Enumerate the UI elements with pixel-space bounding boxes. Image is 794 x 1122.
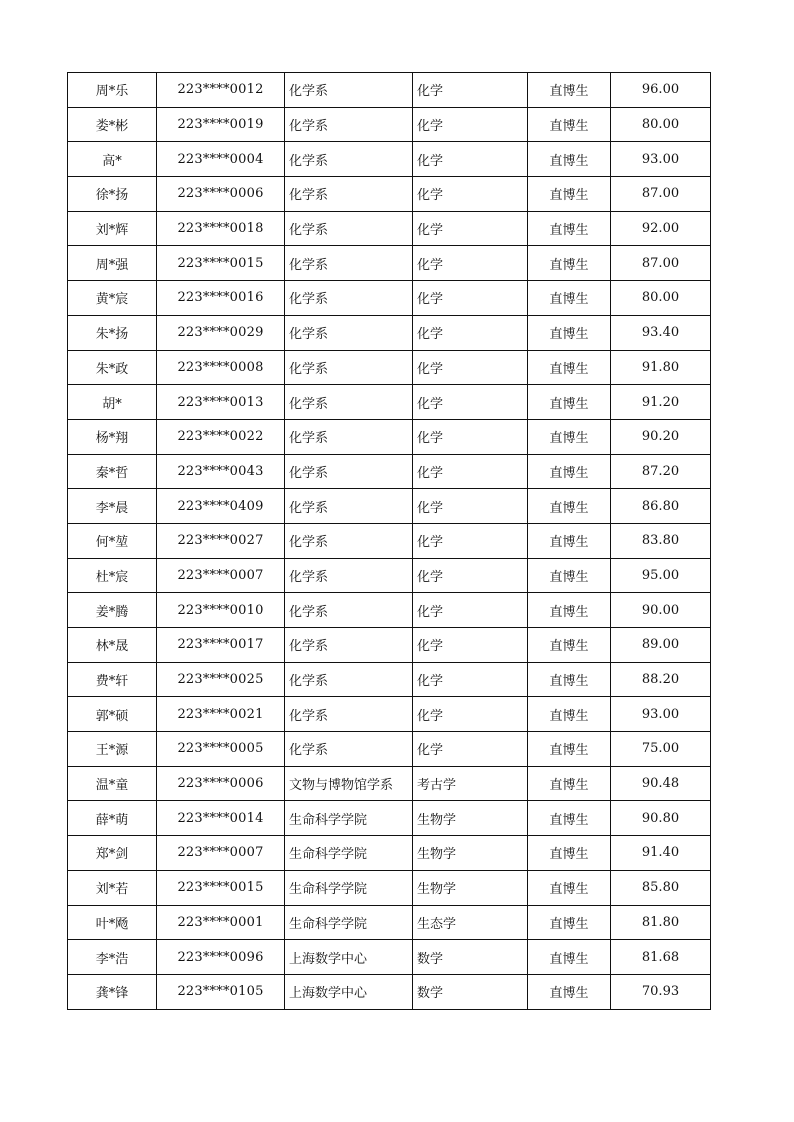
score-cell: 93.40: [611, 315, 711, 350]
student-name-cell: 李*晨: [68, 489, 157, 524]
table-row: [68, 940, 711, 975]
table-row: [68, 697, 711, 732]
admission-type-cell: 直博生: [528, 558, 611, 593]
score-cell: 91.20: [611, 385, 711, 420]
score-cell: 89.00: [611, 628, 711, 663]
department-cell: 文物与博物馆学系: [285, 766, 413, 801]
major-cell: 化学: [413, 73, 528, 108]
table-row: [68, 73, 711, 108]
roster-table-body: [68, 73, 711, 1010]
major-cell: 化学: [413, 419, 528, 454]
admission-type-cell: 直博生: [528, 315, 611, 350]
major-cell: 数学: [413, 974, 528, 1009]
table-row: [68, 593, 711, 628]
admission-type-cell: 直博生: [528, 697, 611, 732]
table-row: [68, 523, 711, 558]
exam-id-cell: 223****0019: [157, 107, 285, 142]
major-cell: 化学: [413, 732, 528, 767]
score-cell: 91.40: [611, 836, 711, 871]
department-cell: 上海数学中心: [285, 940, 413, 975]
admission-type-cell: 直博生: [528, 350, 611, 385]
admission-type-cell: 直博生: [528, 593, 611, 628]
department-cell: 生命科学学院: [285, 905, 413, 940]
admission-type-cell: 直博生: [528, 107, 611, 142]
admission-type-cell: 直博生: [528, 905, 611, 940]
student-name-cell: 费*轩: [68, 662, 157, 697]
exam-id-cell: 223****0014: [157, 801, 285, 836]
major-cell: 化学: [413, 385, 528, 420]
student-name-cell: 徐*扬: [68, 177, 157, 212]
admission-type-cell: 直博生: [528, 73, 611, 108]
major-cell: 化学: [413, 697, 528, 732]
major-cell: 化学: [413, 454, 528, 489]
department-cell: 上海数学中心: [285, 974, 413, 1009]
student-name-cell: 娄*彬: [68, 107, 157, 142]
exam-id-cell: 223****0021: [157, 697, 285, 732]
department-cell: 化学系: [285, 523, 413, 558]
student-name-cell: 刘*若: [68, 870, 157, 905]
exam-id-cell: 223****0010: [157, 593, 285, 628]
score-cell: 92.00: [611, 211, 711, 246]
major-cell: 数学: [413, 940, 528, 975]
exam-id-cell: 223****0007: [157, 836, 285, 871]
table-row: [68, 558, 711, 593]
department-cell: 化学系: [285, 419, 413, 454]
department-cell: 化学系: [285, 385, 413, 420]
department-cell: 化学系: [285, 489, 413, 524]
score-cell: 91.80: [611, 350, 711, 385]
exam-id-cell: 223****0001: [157, 905, 285, 940]
exam-id-cell: 223****0022: [157, 419, 285, 454]
table-row: [68, 107, 711, 142]
major-cell: 化学: [413, 350, 528, 385]
student-name-cell: 温*童: [68, 766, 157, 801]
admission-type-cell: 直博生: [528, 628, 611, 663]
score-cell: 75.00: [611, 732, 711, 767]
student-name-cell: 胡*: [68, 385, 157, 420]
major-cell: 化学: [413, 523, 528, 558]
major-cell: 化学: [413, 628, 528, 663]
admission-type-cell: 直博生: [528, 419, 611, 454]
admission-type-cell: 直博生: [528, 489, 611, 524]
exam-id-cell: 223****0096: [157, 940, 285, 975]
department-cell: 化学系: [285, 454, 413, 489]
admission-type-cell: 直博生: [528, 836, 611, 871]
student-name-cell: 李*浩: [68, 940, 157, 975]
department-cell: 化学系: [285, 593, 413, 628]
department-cell: 化学系: [285, 211, 413, 246]
exam-id-cell: 223****0006: [157, 177, 285, 212]
score-cell: 83.80: [611, 523, 711, 558]
admission-type-cell: 直博生: [528, 974, 611, 1009]
score-cell: 80.00: [611, 107, 711, 142]
exam-id-cell: 223****0043: [157, 454, 285, 489]
score-cell: 86.80: [611, 489, 711, 524]
student-name-cell: 郑*剑: [68, 836, 157, 871]
table-row: [68, 281, 711, 316]
student-name-cell: 高*: [68, 142, 157, 177]
major-cell: 化学: [413, 489, 528, 524]
department-cell: 化学系: [285, 107, 413, 142]
admission-type-cell: 直博生: [528, 732, 611, 767]
table-row: [68, 836, 711, 871]
major-cell: 化学: [413, 211, 528, 246]
department-cell: 化学系: [285, 628, 413, 663]
department-cell: 化学系: [285, 662, 413, 697]
exam-id-cell: 223****0005: [157, 732, 285, 767]
department-cell: 化学系: [285, 142, 413, 177]
score-cell: 90.00: [611, 593, 711, 628]
score-cell: 96.00: [611, 73, 711, 108]
department-cell: 化学系: [285, 281, 413, 316]
student-name-cell: 王*源: [68, 732, 157, 767]
score-cell: 93.00: [611, 142, 711, 177]
student-name-cell: 杨*翔: [68, 419, 157, 454]
score-cell: 93.00: [611, 697, 711, 732]
student-name-cell: 周*乐: [68, 73, 157, 108]
score-cell: 88.20: [611, 662, 711, 697]
student-name-cell: 周*强: [68, 246, 157, 281]
major-cell: 生物学: [413, 836, 528, 871]
score-cell: 87.20: [611, 454, 711, 489]
table-row: [68, 177, 711, 212]
major-cell: 化学: [413, 662, 528, 697]
exam-id-cell: 223****0007: [157, 558, 285, 593]
exam-id-cell: 223****0409: [157, 489, 285, 524]
exam-id-cell: 223****0015: [157, 870, 285, 905]
student-name-cell: 龚*锋: [68, 974, 157, 1009]
admission-type-cell: 直博生: [528, 766, 611, 801]
table-row: [68, 350, 711, 385]
exam-id-cell: 223****0016: [157, 281, 285, 316]
roster-table: [67, 72, 711, 1010]
department-cell: 化学系: [285, 558, 413, 593]
major-cell: 化学: [413, 315, 528, 350]
student-name-cell: 薛*萌: [68, 801, 157, 836]
score-cell: 70.93: [611, 974, 711, 1009]
student-name-cell: 姜*腾: [68, 593, 157, 628]
table-row: [68, 732, 711, 767]
score-cell: 81.80: [611, 905, 711, 940]
table-row: [68, 766, 711, 801]
department-cell: 生命科学学院: [285, 870, 413, 905]
major-cell: 化学: [413, 142, 528, 177]
admission-type-cell: 直博生: [528, 177, 611, 212]
table-row: [68, 801, 711, 836]
admission-type-cell: 直博生: [528, 662, 611, 697]
department-cell: 化学系: [285, 73, 413, 108]
student-name-cell: 黄*宸: [68, 281, 157, 316]
student-name-cell: 秦*哲: [68, 454, 157, 489]
exam-id-cell: 223****0105: [157, 974, 285, 1009]
exam-id-cell: 223****0017: [157, 628, 285, 663]
admission-type-cell: 直博生: [528, 246, 611, 281]
major-cell: 化学: [413, 246, 528, 281]
exam-id-cell: 223****0018: [157, 211, 285, 246]
major-cell: 化学: [413, 558, 528, 593]
score-cell: 95.00: [611, 558, 711, 593]
score-cell: 90.80: [611, 801, 711, 836]
score-cell: 80.00: [611, 281, 711, 316]
exam-id-cell: 223****0029: [157, 315, 285, 350]
admission-type-cell: 直博生: [528, 523, 611, 558]
major-cell: 生物学: [413, 870, 528, 905]
department-cell: 化学系: [285, 732, 413, 767]
table-row: [68, 662, 711, 697]
student-name-cell: 刘*辉: [68, 211, 157, 246]
table-row: [68, 142, 711, 177]
department-cell: 化学系: [285, 315, 413, 350]
major-cell: 化学: [413, 107, 528, 142]
student-name-cell: 朱*扬: [68, 315, 157, 350]
admission-type-cell: 直博生: [528, 281, 611, 316]
score-cell: 81.68: [611, 940, 711, 975]
department-cell: 化学系: [285, 697, 413, 732]
exam-id-cell: 223****0025: [157, 662, 285, 697]
exam-id-cell: 223****0006: [157, 766, 285, 801]
admission-type-cell: 直博生: [528, 454, 611, 489]
table-row: [68, 246, 711, 281]
table-row: [68, 974, 711, 1009]
table-row: [68, 419, 711, 454]
major-cell: 生物学: [413, 801, 528, 836]
exam-id-cell: 223****0027: [157, 523, 285, 558]
student-name-cell: 林*晟: [68, 628, 157, 663]
major-cell: 化学: [413, 281, 528, 316]
exam-id-cell: 223****0008: [157, 350, 285, 385]
score-cell: 90.48: [611, 766, 711, 801]
table-row: [68, 315, 711, 350]
major-cell: 化学: [413, 177, 528, 212]
major-cell: 生态学: [413, 905, 528, 940]
score-cell: 85.80: [611, 870, 711, 905]
table-row: [68, 211, 711, 246]
admission-type-cell: 直博生: [528, 142, 611, 177]
admission-type-cell: 直博生: [528, 940, 611, 975]
table-row: [68, 628, 711, 663]
table-row: [68, 905, 711, 940]
score-cell: 87.00: [611, 246, 711, 281]
score-cell: 90.20: [611, 419, 711, 454]
department-cell: 生命科学学院: [285, 836, 413, 871]
table-row: [68, 454, 711, 489]
department-cell: 化学系: [285, 177, 413, 212]
admission-type-cell: 直博生: [528, 385, 611, 420]
table-row: [68, 870, 711, 905]
score-cell: 87.00: [611, 177, 711, 212]
major-cell: 化学: [413, 593, 528, 628]
department-cell: 生命科学学院: [285, 801, 413, 836]
table-row: [68, 385, 711, 420]
student-name-cell: 何*堃: [68, 523, 157, 558]
admission-type-cell: 直博生: [528, 870, 611, 905]
exam-id-cell: 223****0004: [157, 142, 285, 177]
major-cell: 考古学: [413, 766, 528, 801]
exam-id-cell: 223****0015: [157, 246, 285, 281]
student-name-cell: 杜*宸: [68, 558, 157, 593]
admission-type-cell: 直博生: [528, 211, 611, 246]
student-name-cell: 叶*飏: [68, 905, 157, 940]
exam-id-cell: 223****0012: [157, 73, 285, 108]
admission-type-cell: 直博生: [528, 801, 611, 836]
student-name-cell: 朱*政: [68, 350, 157, 385]
student-name-cell: 郭*硕: [68, 697, 157, 732]
exam-id-cell: 223****0013: [157, 385, 285, 420]
department-cell: 化学系: [285, 350, 413, 385]
department-cell: 化学系: [285, 246, 413, 281]
table-row: [68, 489, 711, 524]
